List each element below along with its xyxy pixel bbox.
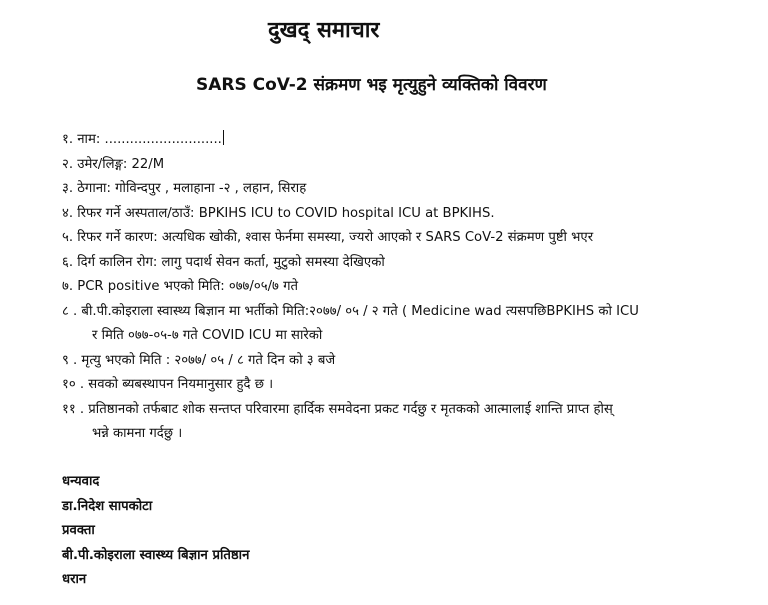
item-admission-date: ८ . बी.पी.कोइराला स्वास्थ्य बिज्ञान मा भर्तीको मिति:२०७७/ ०५ / २ गते ( Medicine wad त्यसपछिBPKIHS को ICU: [62, 303, 639, 319]
signature-name: डा.निदेश सापकोटा: [62, 498, 153, 514]
text-cursor: [223, 130, 224, 145]
item-referral-reason: ५. रिफर गर्ने कारण: अत्यधिक खोकी, श्वास फेर्नमा समस्या, ज्यरो आएको र SARS CoV-2 संक्रमण पुष्टी भएर: [62, 230, 594, 245]
item-body-management: १० . सवको ब्यबस्थापन नियमानुसार हुदै छ ।: [62, 377, 274, 392]
item-name: १. नाम: ............................: [62, 132, 222, 147]
document-title: दुखद् समाचार: [268, 18, 380, 43]
item-condolence-cont: भन्ने कामना गर्दछु ।: [92, 426, 183, 441]
item-death-date: ९ . मृत्यु भएको मिति : २०७७/ ०५ / ८ गते दिन को ३ बजे: [62, 352, 336, 368]
item-condolence: ११ . प्रतिष्ठानको तर्फबाट शोक सन्तप्त परिवारमा हार्दिक समवेदना प्रकट गर्दछु र मृतकको आत्मालाई शान्ति प्राप्त होस्: [62, 401, 613, 417]
signature-block: [62, 470, 249, 593]
item-referred-hospital: ४. रिफर गर्ने अस्पताल/ठाउँ: BPKIHS ICU to COVID hospital ICU at BPKIHS.: [62, 205, 495, 221]
item-chronic-illness: ६. दिर्ग कालिन रोग: लागु पदार्थ सेवन कर्ता, मुटुको समस्या देखिएको: [62, 254, 385, 270]
signature-thanks: धन्यवाद: [62, 474, 100, 489]
item-pcr-date: ७. PCR positive भएको मिति: ०७७/०५/७ गते: [62, 279, 299, 294]
item-address: ३. ठेगाना: गोविन्दपुर , मलाहाना -२ , लहान, सिराह: [62, 181, 307, 196]
signature-institution: बी.पी.कोइराला स्वास्थ्य बिज्ञान प्रतिष्ठान: [62, 547, 250, 563]
signature-role: प्रवक्ता: [62, 523, 95, 538]
item-age-sex: २. उमेर/लिङ्ग: 22/M: [62, 156, 165, 172]
details-list: [62, 128, 752, 447]
signature-city: धरान: [62, 572, 87, 587]
item-admission-date-cont: र मिति ०७७-०५-७ गते COVID ICU मा सारेको: [92, 328, 323, 343]
document-subtitle: SARS CoV-2 संक्रमण भइ मृत्युहुने व्यक्तिको विवरण: [196, 75, 547, 95]
